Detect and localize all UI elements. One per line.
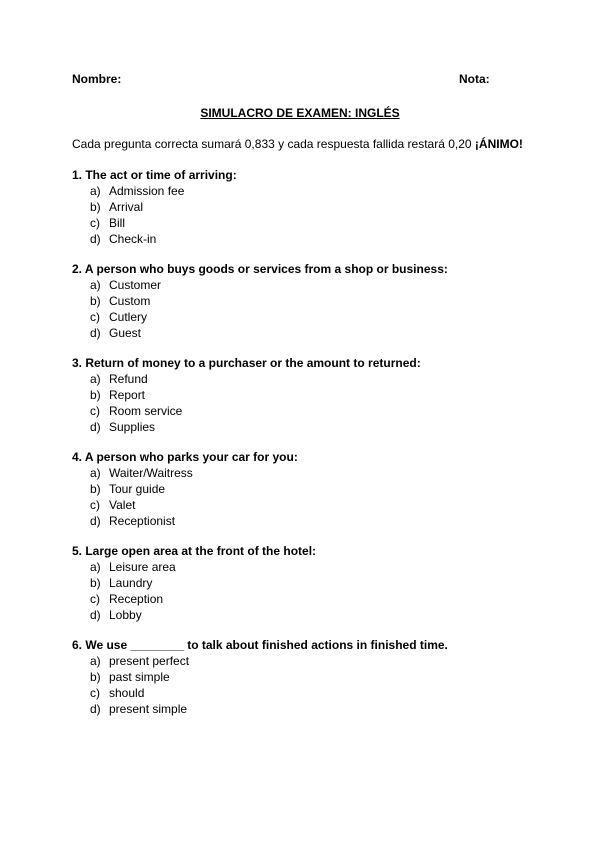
question-text: 5. Large open area at the front of the hotel: — [72, 544, 317, 558]
option-letter: b) — [90, 670, 101, 684]
answer-option[interactable] — [72, 513, 532, 529]
answer-option[interactable] — [72, 293, 532, 309]
option-text: Report — [109, 388, 146, 402]
instructions — [72, 137, 542, 151]
option-text: Laundry — [109, 576, 153, 590]
option-letter: b) — [90, 388, 101, 402]
question-3 — [72, 355, 532, 435]
question-1 — [72, 167, 532, 247]
answer-option[interactable] — [72, 183, 532, 199]
answer-option[interactable] — [72, 591, 532, 607]
option-letter: b) — [90, 482, 101, 496]
answer-option[interactable] — [72, 371, 532, 387]
option-letter: c) — [90, 498, 100, 512]
nota-label: Nota: — [459, 72, 490, 86]
option-text: Cutlery — [109, 310, 148, 324]
answer-option[interactable] — [72, 669, 532, 685]
option-text: present perfect — [109, 654, 190, 668]
answer-option[interactable] — [72, 701, 532, 717]
option-text: Receptionist — [109, 514, 176, 528]
option-letter: a) — [90, 654, 101, 668]
option-text: Waiter/Waitress — [109, 466, 193, 480]
option-letter: d) — [90, 232, 101, 246]
instructions-emphasis: ¡ÁNIMO! — [474, 137, 523, 151]
answer-option[interactable] — [72, 231, 532, 247]
option-letter: a) — [90, 372, 101, 386]
option-text: Tour guide — [109, 482, 166, 496]
option-text: Arrival — [109, 200, 144, 214]
question-4 — [72, 449, 532, 529]
answer-option[interactable] — [72, 481, 532, 497]
option-text: Supplies — [109, 420, 156, 434]
option-letter: a) — [90, 466, 101, 480]
question-6 — [72, 637, 532, 717]
option-letter: b) — [90, 200, 101, 214]
option-letter: d) — [90, 326, 101, 340]
option-text: Refund — [109, 372, 148, 386]
answer-option[interactable] — [72, 685, 532, 701]
question-text: 6. We use ________ to talk about finished actions in finished time. — [72, 638, 448, 652]
answer-option[interactable] — [72, 215, 532, 231]
question-text: 3. Return of money to a purchaser or the amount to returned: — [72, 356, 421, 370]
answer-option[interactable] — [72, 325, 532, 341]
option-text: should — [109, 686, 145, 700]
option-text: past simple — [109, 670, 170, 684]
option-letter: c) — [90, 686, 100, 700]
answer-option[interactable] — [72, 277, 532, 293]
option-letter: a) — [90, 560, 101, 574]
option-letter: a) — [90, 184, 101, 198]
option-text: Check-in — [109, 232, 157, 246]
option-letter: c) — [90, 310, 100, 324]
option-letter: b) — [90, 576, 101, 590]
answer-option[interactable] — [72, 387, 532, 403]
answer-option[interactable] — [72, 497, 532, 513]
answer-option[interactable] — [72, 309, 532, 325]
option-text: Custom — [109, 294, 151, 308]
option-letter: d) — [90, 702, 101, 716]
answer-option[interactable] — [72, 465, 532, 481]
question-2 — [72, 261, 532, 341]
option-text: Customer — [109, 278, 162, 292]
option-letter: c) — [90, 592, 100, 606]
question-text: 4. A person who parks your car for you: — [72, 450, 298, 464]
answer-option[interactable] — [72, 559, 532, 575]
answer-option[interactable] — [72, 419, 532, 435]
option-text: Valet — [109, 498, 136, 512]
option-text: Room service — [109, 404, 183, 418]
option-letter: c) — [90, 216, 100, 230]
question-text: 1. The act or time of arriving: — [72, 168, 237, 182]
instructions-text: Cada pregunta correcta sumará 0,833 y cada respuesta fallida restará 0,20 — [72, 137, 475, 151]
option-letter: d) — [90, 608, 101, 622]
option-letter: a) — [90, 278, 101, 292]
answer-option[interactable] — [72, 607, 532, 623]
option-text: Guest — [109, 326, 142, 340]
exam-title: SIMULACRO DE EXAMEN: INGLÉS — [200, 106, 400, 120]
option-text: Reception — [109, 592, 164, 606]
question-list — [72, 167, 532, 731]
option-text: Bill — [109, 216, 126, 230]
answer-option[interactable] — [72, 575, 532, 591]
header — [72, 72, 528, 88]
option-letter: d) — [90, 420, 101, 434]
answer-option[interactable] — [72, 403, 532, 419]
question-text: 2. A person who buys goods or services from a shop or business: — [72, 262, 448, 276]
option-letter: b) — [90, 294, 101, 308]
answer-option[interactable] — [72, 199, 532, 215]
question-5 — [72, 543, 532, 623]
answer-option[interactable] — [72, 653, 532, 669]
option-text: present simple — [109, 702, 188, 716]
nombre-label: Nombre: — [72, 72, 122, 86]
option-letter: c) — [90, 404, 100, 418]
option-text: Lobby — [109, 608, 142, 622]
option-text: Admission fee — [109, 184, 185, 198]
option-text: Leisure area — [109, 560, 176, 574]
option-letter: d) — [90, 514, 101, 528]
